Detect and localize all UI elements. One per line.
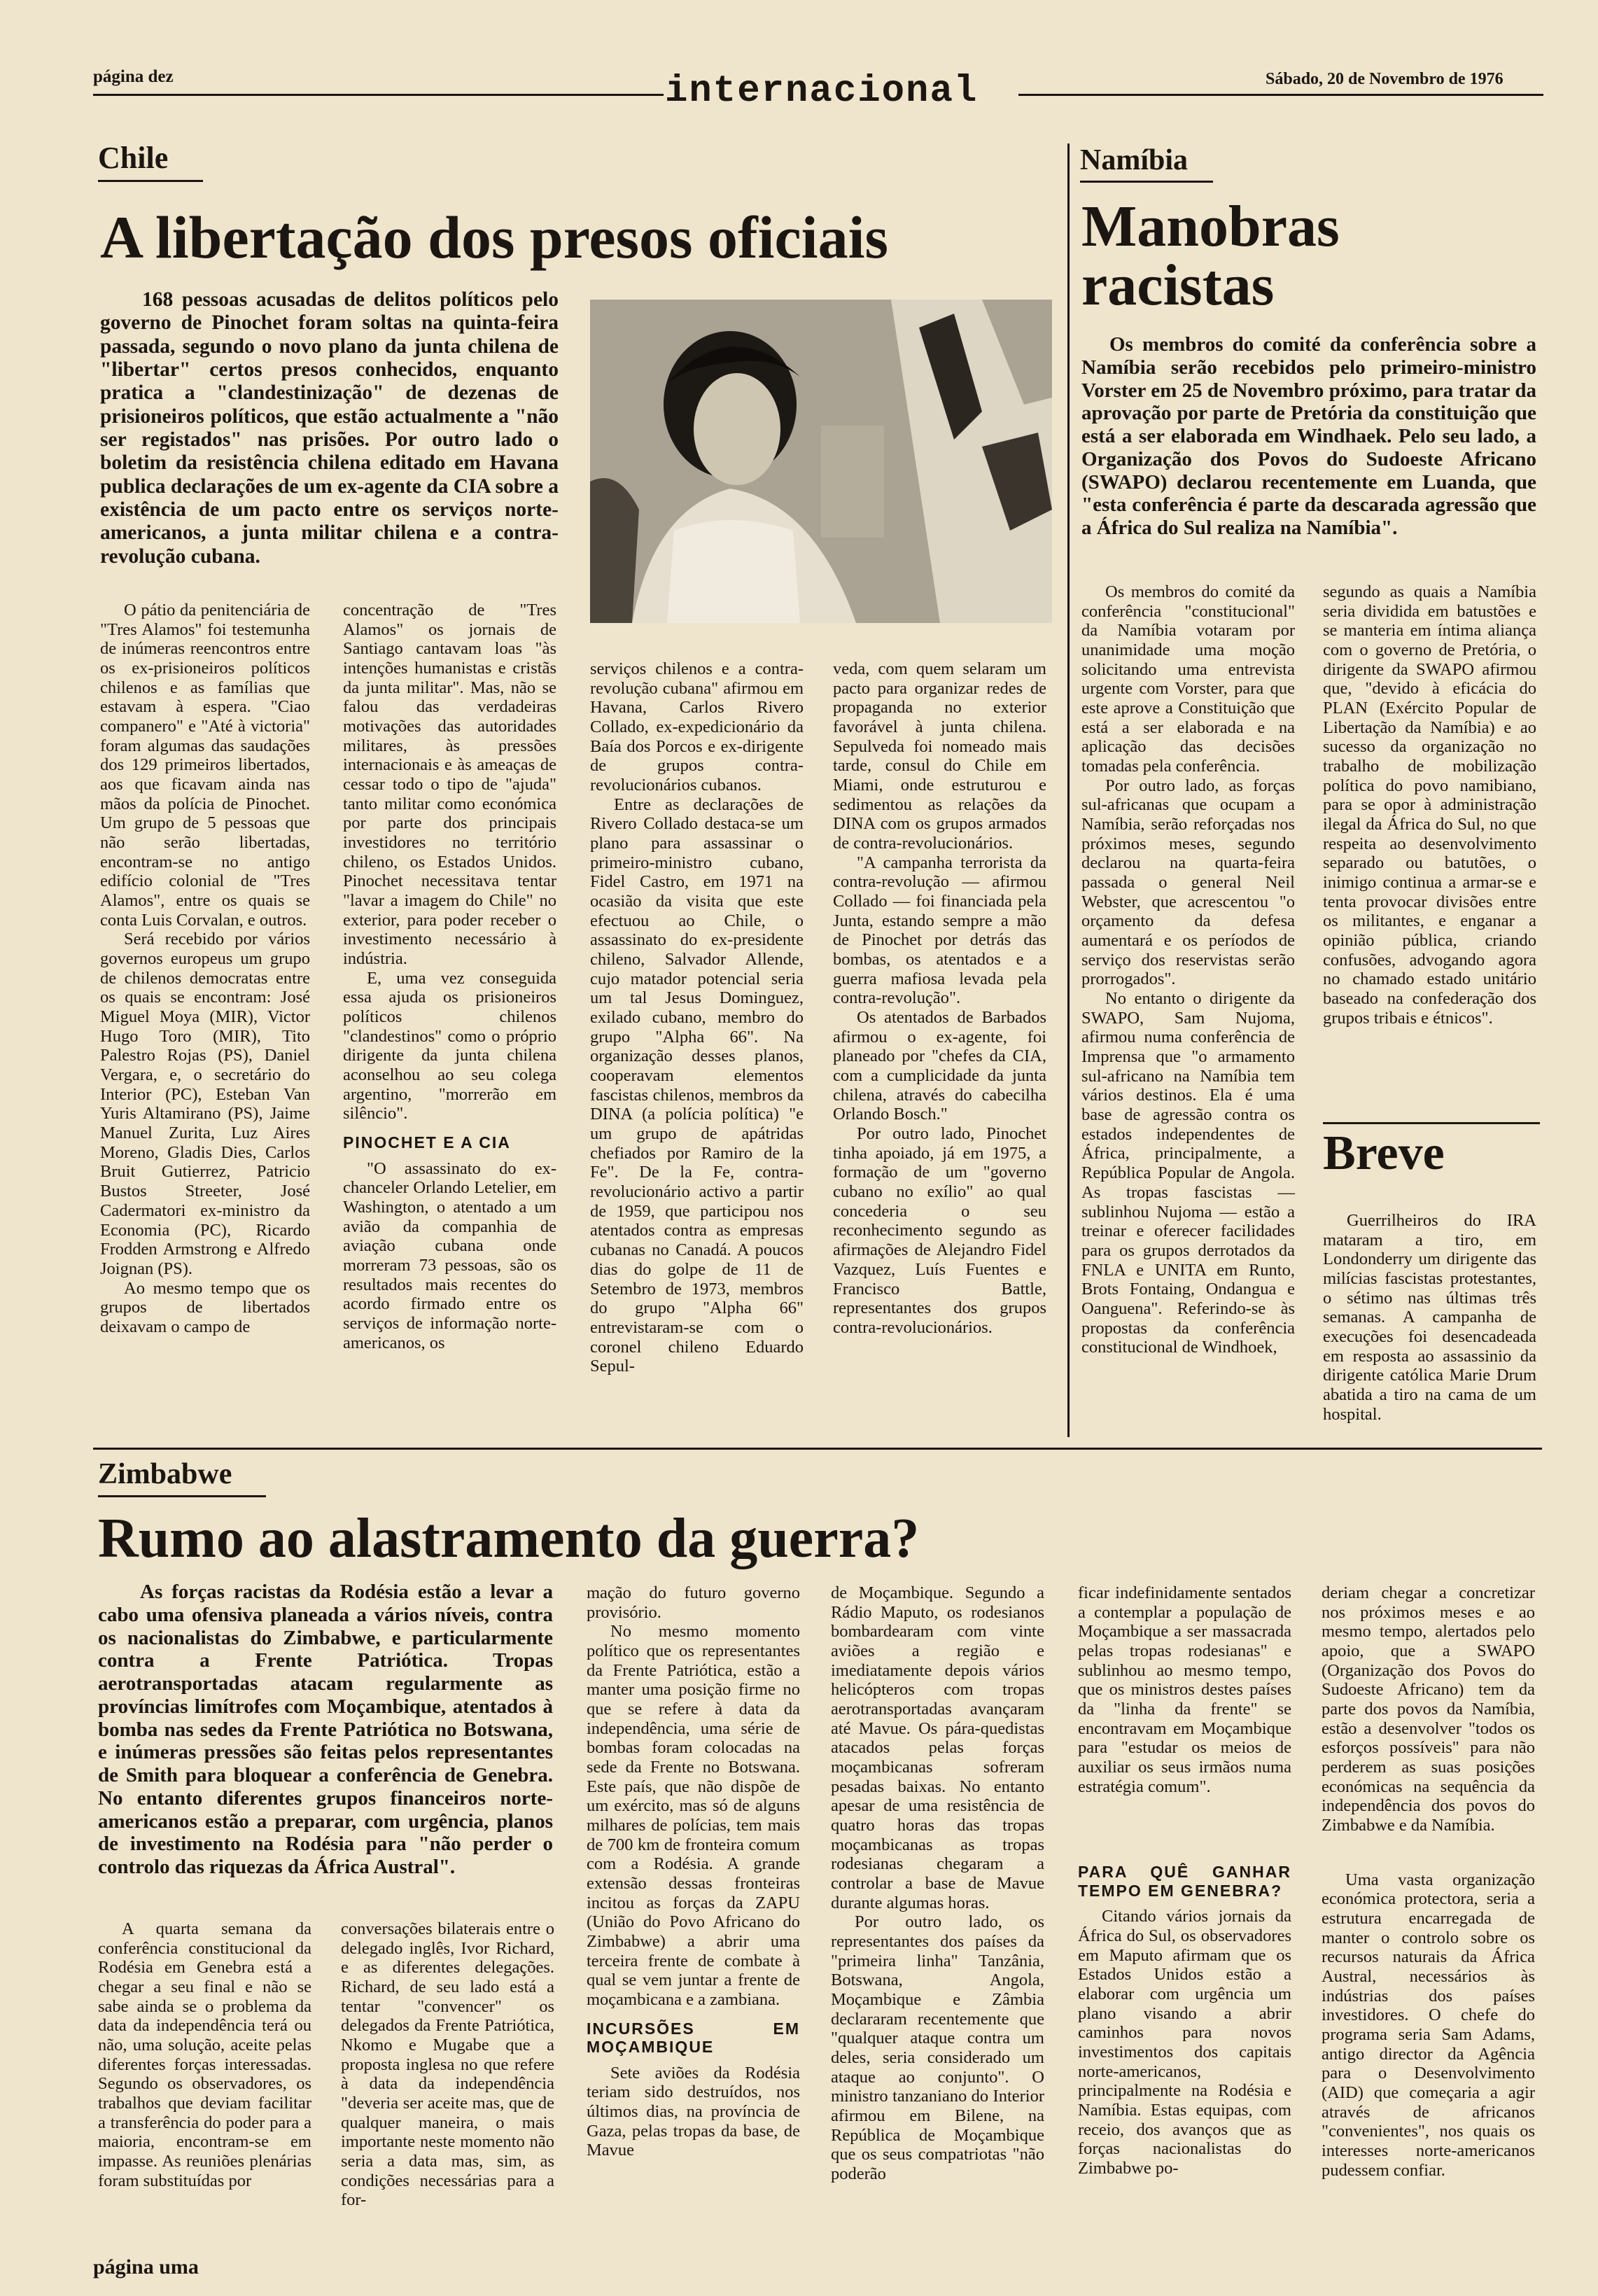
zimbabwe-col-2 (341, 1919, 554, 2210)
namibia-col1-p3: No entanto o dirigente da SWAPO, Sam Nujoma, afirmou numa conferência de Imprensa que "o armamento sul-africano na Namíbia tem vários destinos. Ela é uma base de agressão contra os estados independentes de África, principalmente, a República Popular de Angola. As tropas fascistas — sublinhou Nujoma — estão a treinar e oferecer facilidades para os grupos derrotados da FNLA e UNITA em Runto, Brots Fontaing, Ondangua e Oanguena". Referindo-se às propostas da conferência constitucional de Windhoek, (1081, 989, 1295, 1357)
zimbabwe-col3-p2: No mesmo momento político que os representantes da Frente Patriótica, estão a manter uma posição firme no que se refere à data da independência, uma série de bombas foram colocadas na sede da Frente no Botswana. Este país, que não dispõe de um exército, mas só de alguns milhares de polícias, tem mais de 700 km de fronteira comum com a Rodésia. A grande extensão dessas fronteiras incitou as forças da ZAPU (União do Povo Africano do Zimbabwe) a abrir uma terceira frente de combate à qual se vem juntar a frente de moçambicana e a zambiana. (587, 1622, 800, 2010)
namibia-lead: Os membros do comité da conferência sobre a Namíbia serão recebidos pelo primeiro-ministro Vorster em 25 de Novembro próximo, para tratar da aprovação por parte de Pretória da constituição que está a ser elaborada em Windhaek. Pelo seu lado, a Organização dos Povos do Sudoeste Africano (SWAPO) declarou recentemente em Luanda, que "esta conferência é parte da descarada agressão que a África do Sul realiza na Namíbia". (1081, 333, 1536, 540)
namibia-headline-line1: Manobras (1081, 194, 1340, 259)
chile-col-3 (590, 659, 804, 1376)
chile-col-1 (100, 601, 310, 1337)
zimbabwe-lead: As forças racistas da Rodésia estão a levar a cabo uma ofensiva planeada a vários níveis, contra os nacionalistas do Zimbabwe, e particularmente contra a Frente Patriótica. Tropas aerotransportadas atacam regularmente as províncias limítrofes com Moçambique, atentados à bomba nas sedes da Frente Patriótica no Botswana, e inúmeras pressões são feitas pelos representantes de Smith para bloquear a conferência de Genebra. No entanto diferentes grupos financeiros norte-americanos estão a preparar, com urgência, planos de investimento na Rodésia para "não perder o controlo das riquezas da África Austral". (98, 1581, 553, 1879)
zimbabwe-col3-p1: mação do futuro governo provisório. (587, 1583, 800, 1622)
namibia-col-2 (1323, 582, 1536, 1028)
zimbabwe-col3-p3: Sete aviões da Rodésia teriam sido destruídos, nos últimos dias, na província de Gaza, pelas tropas da base, de Mavue (587, 2063, 800, 2160)
chile-col4-p4: Por outro lado, Pinochet tinha apoiado, já em 1975, a formação de um "governo cubano no exílio" ao qual concederia o seu reconhecimento segundo as afirmações de Alejandro Fidel Vazquez, Luís Fuentes e Francisco Battle, representantes dos grupos contra-revolucionários. (833, 1124, 1046, 1337)
namibia-col1-p1: Os membros do comité da conferência "constitucional" da Namíbia votaram por unanimidade uma moção solicitando uma entrevista urgente com Vorster, para que este aprove a Constituição que está a ser elaborada e na aplicação das decisões tomadas pela conferência. (1081, 582, 1295, 776)
zimbabwe-section-underline (98, 1495, 266, 1497)
chile-col3-p1: serviços chilenos e a contra-revolução cubana" afirmou em Havana, Carlos Rivero Collado, ex-expedicionário da Baía dos Porcos e ex-dirigente de grupos contra-revolucionários cubanos. (590, 659, 804, 795)
footer-page-label: página uma (93, 2255, 199, 2278)
chile-subhead-pinochet-cia: PINOCHET E A CIA (343, 1133, 511, 1152)
chile-col2-p1: concentração de "Tres Alamos" os jornais de Santiago cantavam loas "às intenções humanistas e cristãs da junta militar". Mas, não se falou das verdadeiras motivações das autoridades militares, às pressões internacionais e às ameaças de cessar todo o tipo de "ajuda" tanto militar como económica por parte dos principais investidores no território chileno, os Estados Unidos. Pinochet necessitava tentar "lavar a imagem do Chile" no exterior, para poder receber o investimento necessário à indústria. (343, 601, 556, 969)
section-divider (93, 1448, 1542, 1450)
prisoners-photo-image (590, 300, 1052, 623)
zimbabwe-col6-p2: Uma vasta organização económica protectora, seria a estrutura encarregada de manter o controlo sobre os recursos naturais da África Austral, necessários às indústrias dos países investidores. O chefe do programa seria Sam Adams, antigo director da Agência para o Desenvolvimento (AID) que começaria a agir através de africanos "convenientes", nos quais os interesses norte-americanos pudessem confiar. (1322, 1870, 1535, 2180)
namibia-col-1 (1081, 582, 1295, 1357)
namibia-section-underline (1080, 181, 1213, 183)
zimbabwe-col6-p1: deriam chegar a concretizar nos próximos meses e ao mesmo tempo, alertados pelo apoio, que a SWAPO (Organização dos Povos do Sudoeste Africano) tem da parte dos povos da Namíbia, estão a desenvolver "todos os esforços possíveis" para não perderem as suas posições económicas na sequência da independência dos povos do Zimbabwe e da Namíbia. (1322, 1583, 1535, 1835)
namibia-section-label: Namíbia (1080, 144, 1189, 176)
zimbabwe-col-1 (98, 1919, 311, 2190)
zimbabwe-col5-p2: Citando vários jornais da África do Sul, os observadores em Maputo afirmam que os Estados Unidos estão a elaborar com urgência um plano visando a abrir caminhos para novos investimentos dos capitais norte-americanos, principalmente na Rodésia e Namíbia. Estas equipas, com receio, dos avanços que as forças nacionalistas do Zimbabwe po- (1078, 1907, 1291, 2178)
chile-col-2 (343, 601, 556, 1352)
chile-section-underline (98, 180, 203, 182)
chile-col-4 (833, 659, 1046, 1338)
chile-photo (590, 300, 1052, 623)
breve-title: Breve (1323, 1126, 1445, 1180)
chile-section-label: Chile (98, 141, 169, 175)
zimbabwe-section-label: Zimbabwe (98, 1458, 232, 1490)
breve-col (1323, 1211, 1536, 1424)
zimbabwe-subhead-incursoes: INCURSÕES EM MOÇAMBIQUE (587, 2019, 800, 2057)
issue-date: Sábado, 20 de Novembro de 1976 (1266, 70, 1504, 88)
zimbabwe-col2-p1: conversações bilaterais entre o delegado inglês, Ivor Richard, e as diferentes delegações. Richard, de seu lado está a tentar "convencer" os delegados da Frente Patriótica, Nkomo e Mugabe que a proposta inglesa no que refere à data da independência "deveria ser aceite mas, que de qualquer maneira, o mais importante neste momento não seria a data mas, sim, as condições necessárias para a for- (341, 1919, 554, 2210)
chile-col2-p3: "O assassinato do ex-chanceler Orlando Letelier, em Washington, o atentado a um avião da companhia de aviação cubana onde morreram 73 pessoas, são os resultados mais recentes do acordo firmado entre os serviços de informação norte-americanos, os (343, 1158, 556, 1352)
chile-col2-p2: E, uma vez conseguida essa ajuda os prisioneiros políticos chilenos "clandestinos" como o próprio dirigente da junta chilena aconselhou ao seu colega argentino, "morrerão em silêncio". (343, 968, 556, 1124)
namibia-headline (1081, 194, 1340, 318)
chile-col4-p2: "A campanha terrorista da contra-revolução — afirmou Collado — foi financiada pela Junta, estando sempre a mão de Pinochet por detrás das bombas, os atentados e a guerra mafiosa levada pela contra-revolução". (833, 853, 1046, 1008)
zimbabwe-headline: Rumo ao alastramento da guerra? (98, 1508, 920, 1569)
namibia-col1-p2: Por outro lado, as forças sul-africanas que ocupam a Namíbia, serão reforçadas nos próximos meses, segundo declarou na quarta-feira passada o general Neil Webster, que acrescentou "o orçamento da defesa aumentará e os períodos de serviço dos reservistas serão prorrogados". (1081, 776, 1295, 989)
masthead-rule-left (93, 94, 664, 96)
zimbabwe-subhead-genebra: PARA QUÊ GANHAR TEMPO EM GENEBRA? (1078, 1863, 1291, 1900)
zimbabwe-col-5 (1078, 1583, 1291, 2178)
page-label: página dez (93, 67, 174, 86)
chile-col3-p2: Entre as declarações de Rivero Collado destaca-se um plano para assassinar o primeiro-ministro cubano, Fidel Castro, em 1971 na ocasião da visita que este efectuou ao Chile, o assassinato do ex-presidente chileno, Salvador Allende, cujo matador potencial seria um tal Jesus Dominguez, exilado cubano, membro do grupo "Alpha 66". Na organização desses planos, cooperavam elementos fascistas chilenos, membros da DINA (a polícia política) "e um grupo de apátridas chefiados por Ramiro de la Fe". De la Fe, contra-revolucionário activo a partir de 1959, que participou nos atentados contra as empresas cubanas no Canadá. A poucos dias do golpe de 11 de Setembro de 1973, membros do grupo "Alpha 66" entrevistaram-se com o coronel chileno Eduardo Sepul- (590, 794, 804, 1376)
chile-col4-p3: Os atentados de Barbados afirmou o ex-agente, foi planeado por "chefes da CIA, com a cumplicidade da junta chilena, através do cabecilha Orlando Bosch." (833, 1008, 1046, 1124)
chile-lead: 168 pessoas acusadas de delitos políticos pelo governo de Pinochet foram soltas na quinta-feira passada, segundo o novo plano da junta chilena de "libertar" certos presos conhecidos, enquanto pratica a "clandestinização" de dezenas de prisioneiros políticos, que estão actualmente a "não ser registados" nas prisões. Por outro lado o boletim da resistência chilena editado em Havana publica declarações de um ex-agente da CIA sobre a existência de um pacto entre os serviços norte-americanos, a junta militar chilena e a contra-revolução cubana. (100, 288, 559, 568)
chile-headline: A libertação dos presos oficiais (100, 204, 888, 271)
column-divider (1067, 144, 1070, 1437)
section-title: internacional (665, 70, 979, 113)
zimbabwe-col1-p1: A quarta semana da conferência constitucional da Rodésia em Genebra está a chegar a seu final e não se sabe ainda se o problema da data da independência terá ou não, uma solução, aceite pelas diferentes forças interessadas. Segundo os observadores, os trabalhos que deviam facilitar a transferência do poder para a maioria, encontram-se em impasse. As reuniões plenárias foram substituídas por (98, 1919, 311, 2190)
breve-text: Guerrilheiros do IRA mataram a tiro, em Londonderry um dirigente das milícias fascistas protestantes, o sétimo nas últimas três semanas. A campanha de execuções foi desencadeada em resposta ao assassinio da dirigente católica Marie Drum abatida a tiro na cama de um hospital. (1323, 1211, 1536, 1424)
zimbabwe-col5-p1: ficar indefinidamente sentados a contemplar a população de Moçambique a ser massacrada pelas tropas rodesianas" e sublinhou ao mesmo tempo, que os ministros destes países da "linha da frente" se encontravam em Moçambique para "estudar os meios de auxiliar os seus irmãos numa estratégia comum". (1078, 1583, 1291, 1796)
zimbabwe-col-4 (831, 1583, 1044, 2184)
breve-top-rule (1323, 1122, 1540, 1124)
masthead-rule-right (1018, 94, 1543, 96)
chile-col1-p3: Ao mesmo tempo que os grupos de libertados deixavam o campo de (100, 1278, 310, 1336)
chile-col4-p1: veda, com quem selaram um pacto para organizar redes de propaganda no exterior favorável à junta chilena. Sepulveda foi nomeado mais tarde, consul do Chile em Miami, onde estruturou e sedimentou as relações da DINA com os grupos armados de contra-revolucionários. (833, 659, 1046, 853)
zimbabwe-col-6 (1322, 1583, 1535, 2180)
chile-col1-p1: O pátio da penitenciária de "Tres Alamos" foi testemunha de inúmeras reencontros entre os ex-prisioneiros políticos chilenos e as famílias que estavam à espera. "Ciao companero" e "Até à victoria" foram algumas das saudações dos 129 primeiros libertados, aos que ficavam ainda nas mãos da polícia de Pinochet. Um grupo de 5 pessoas que não serão libertadas, encontram-se no antigo edifício colonial de "Tres Alamos", entre os quais se conta Luis Corvalan, e outros. (100, 601, 310, 930)
namibia-headline-line2: racistas (1081, 253, 1275, 318)
zimbabwe-col-3 (587, 1583, 800, 2160)
namibia-col2-p1: segundo as quais a Namíbia seria dividida em batustões e se manteria em íntima aliança com o governo de Pretória, o dirigente da SWAPO afirmou que, "devido à eficácia do PLAN (Exército Popular de Libertação da Namíbia) e ao sucesso da organização no trabalho de mobilização política do povo namibiano, para se opor à administração ilegal da África do Sul, no que respeita ao desenvolvimento separado ou batutões, o inimigo continua a armar-se e tenta provocar divisões entre os militantes, e enganar a opinião pública, criando confusões, advogando agora no chamado estado unitário baseado na confederação dos grupos tribais e étnicos". (1323, 582, 1536, 1028)
zimbabwe-col4-p2: Por outro lado, os representantes dos países da "primeira linha" Tanzânia, Botswana, Angola, Moçambique e Zâmbia declararam recentemente que "qualquer ataque contra um deles, seria considerado um ataque ao conjunto". O ministro tanzaniano do Interior afirmou em Bilene, na República de Moçambique que os seus compatriotas "não poderão (831, 1912, 1044, 2184)
chile-col1-p2: Será recebido por vários governos europeus um grupo de chilenos democratas entre os quais se encontram: José Miguel Moya (MIR), Victor Hugo Toro (MIR), Tito Palestro Rojas (PS), Daniel Vergara, e, o secretário do Interior (PC), Esteban Van Yuris Altamirano (PS), Jaime Manuel Zurita, Luz Aires Moreno, Gladis Dies, Carlos Bruit Gutierrez, Patricio Bustos Streeter, José Cadermatori ex-ministro da Economia (PC), Ricardo Frodden Armstrong e Alfredo Joignan (PS). (100, 930, 310, 1278)
zimbabwe-col4-p1: de Moçambique. Segundo a Rádio Maputo, os rodesianos bombardearam com vinte aviões a região e imediatamente depois vários helicópteros com tropas aerotransportadas avançaram até Mavue. Os pára-quedistas atacados pelas forças moçambicanas sofreram pesadas baixas. No entanto apesar de uma resistência de quatro horas das tropas moçambicanas as tropas rodesianas chegaram a controlar a base de Mavue durante algumas horas. (831, 1583, 1044, 1912)
